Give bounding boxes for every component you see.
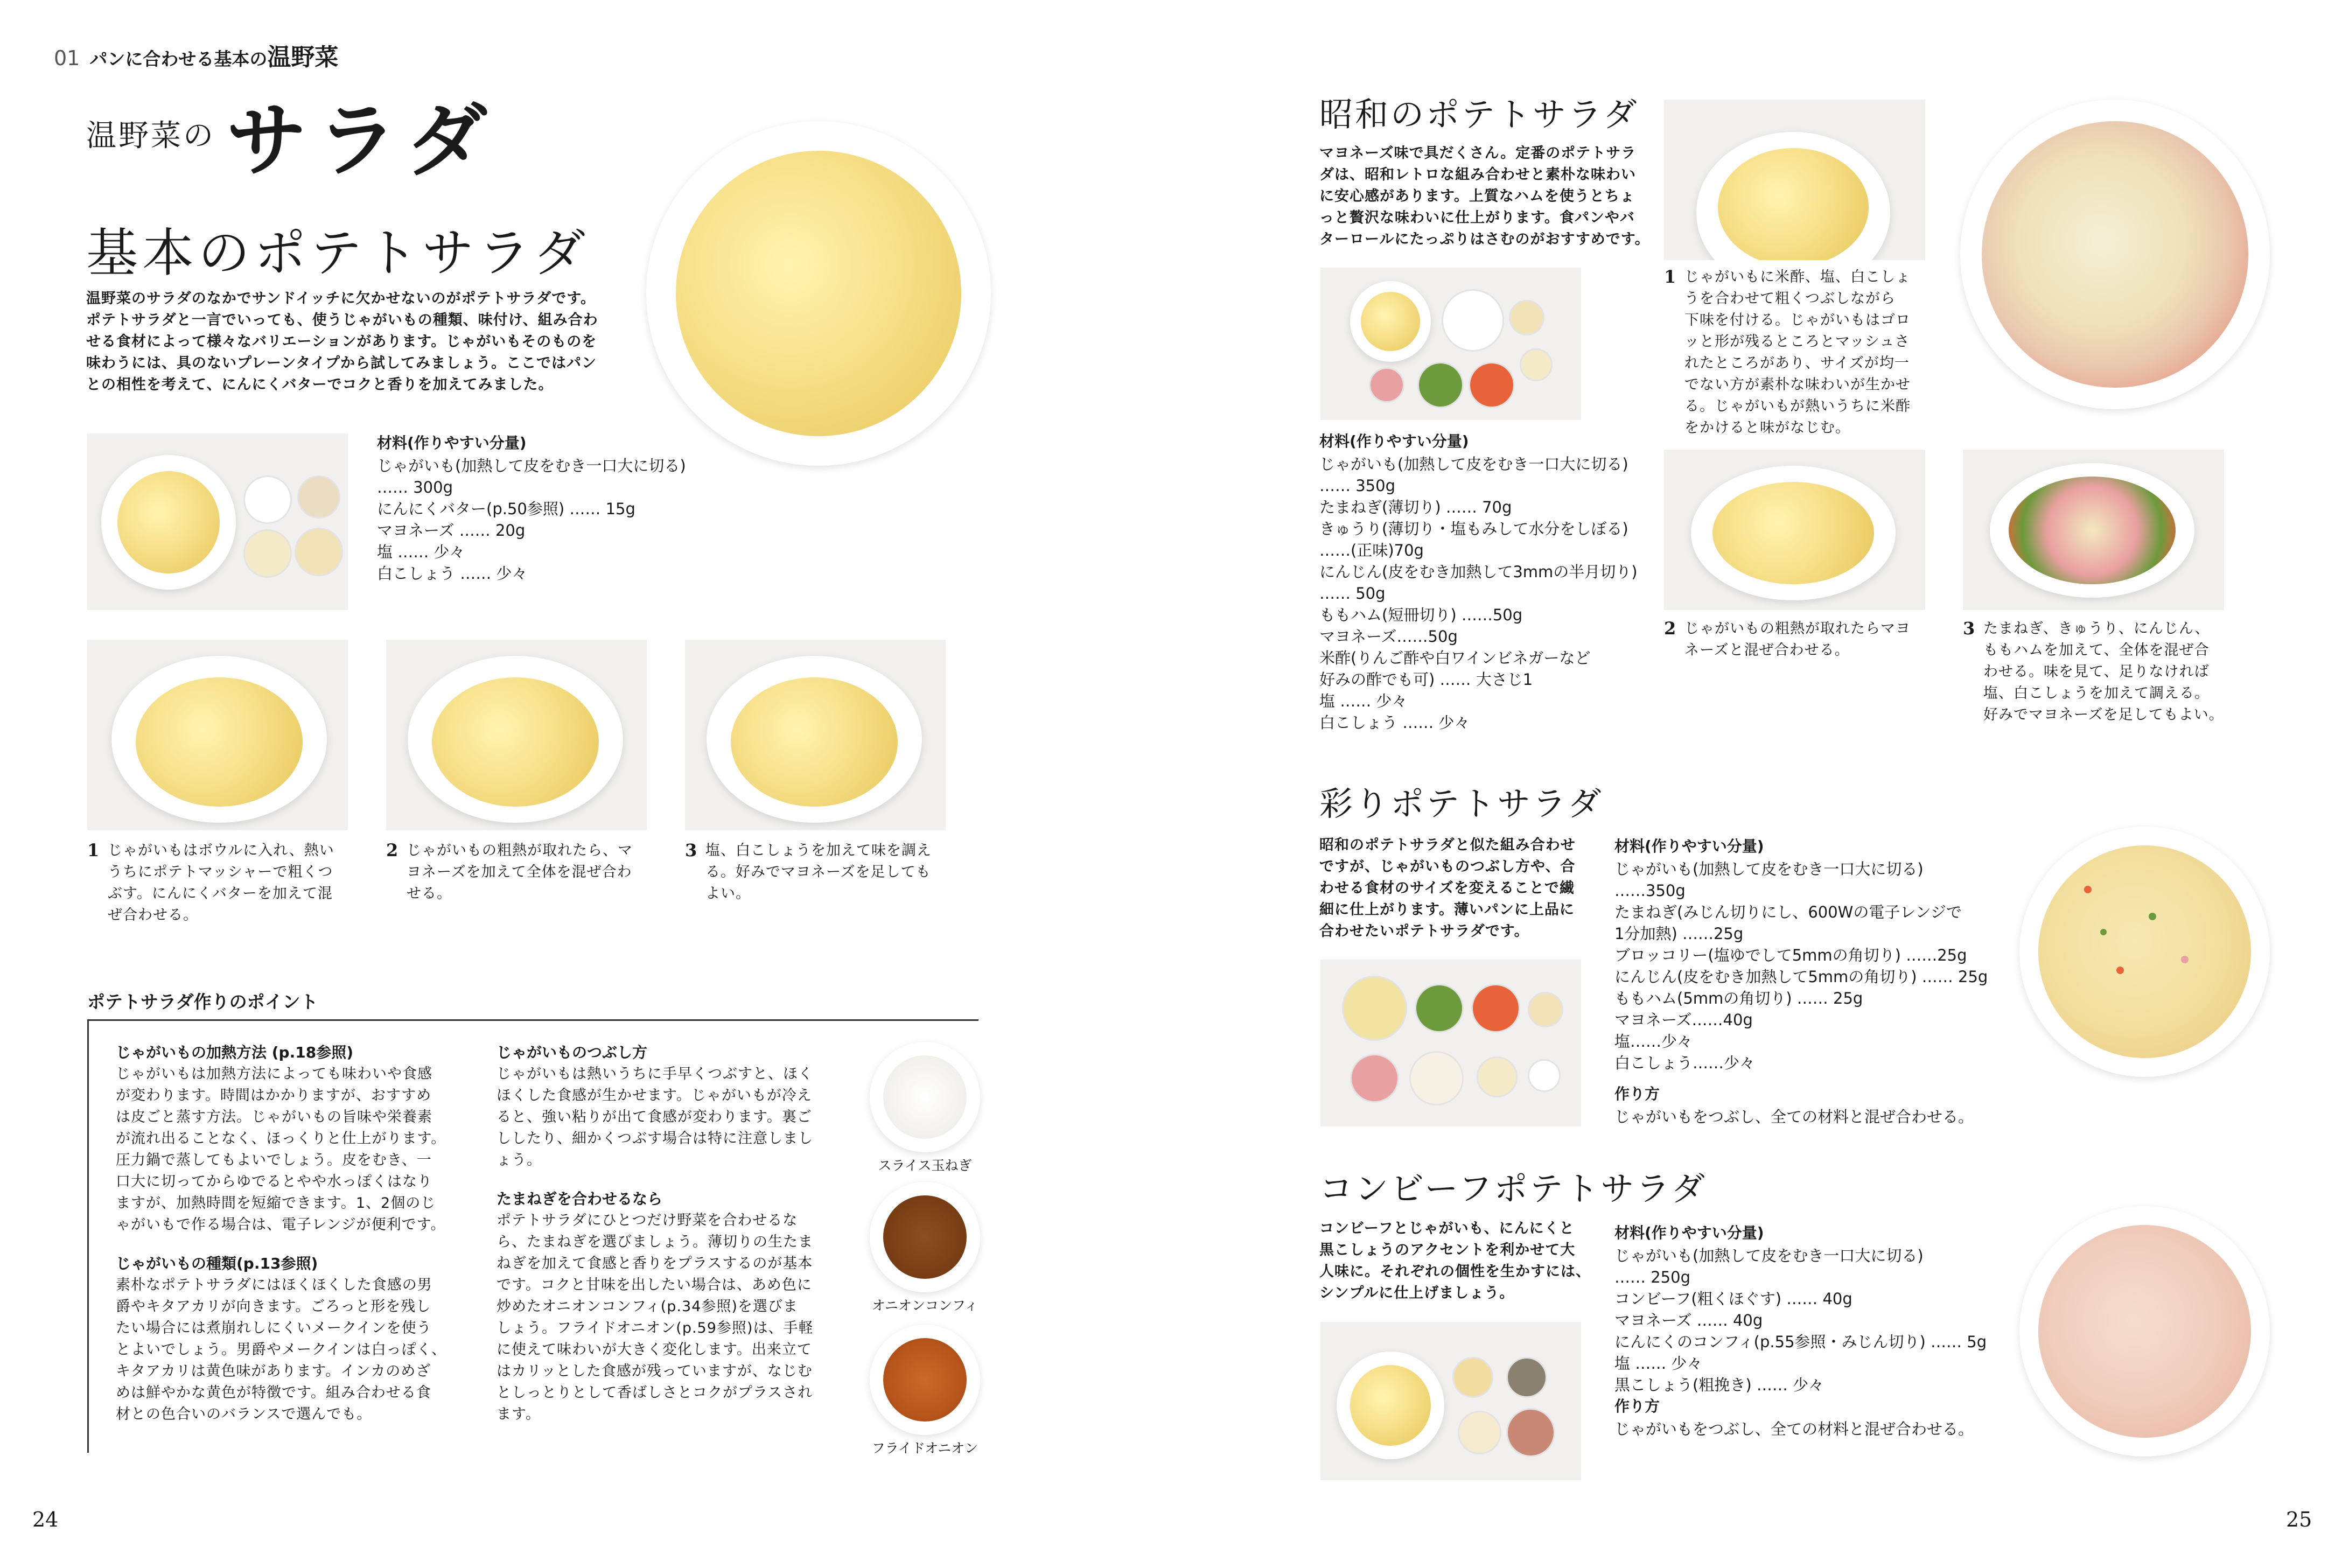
caption-sliced-onion: スライス玉ねぎ xyxy=(878,1158,972,1173)
step-2-text: じゃがいもの粗熱が取れたら、マ ヨネーズを加えて全体を混ぜ合わ せる。 xyxy=(407,842,633,902)
points-title: ポテトサラダ作りのポイント xyxy=(87,991,318,1012)
showa-step-2-photo xyxy=(1664,450,1925,610)
step-1-number: 1 xyxy=(87,840,100,860)
step-2-number: 2 xyxy=(386,840,399,860)
step-1-text: じゃがいもはボウルに入れ、熱い うちにポテトマッシャーで粗くつ ぶす。にんにくバターを加えて混 ぜ合わせる。 xyxy=(108,842,334,923)
showa-ingredients-photo xyxy=(1320,268,1581,420)
irodori-ingredients-photo xyxy=(1320,960,1581,1126)
step-3-text: 塩、白こしょうを加えて味を調え る。好みでマヨネーズを足しても よい。 xyxy=(705,842,932,902)
step-1-photo xyxy=(87,640,348,830)
onion-confit-photo xyxy=(870,1182,980,1292)
sliced-onion-photo xyxy=(870,1042,980,1152)
recipe-intro: 温野菜のサラダのなかでサンドイッチに欠かせないのがポテトサラダです。 ポテトサラダと一言でいっても、使うじゃがいもの種類、味付け、組み合わ せる食材によって様々なバリエーションがあります。じゃがいもそのものを 味わうには、具のないプレーンタイプから試してみましょう。ここではパン との相性を考えて、にんにくバターでコクと香りを加えてみました。 xyxy=(86,290,598,393)
point-text-mashing: じゃがいもは熱いうちに手早くつぶすと、ほく ほくした食感が生かせます。じゃがいもが冷え ると、強い粘りが出て食感が変わります。裏ご ししたり、細かくつぶす場合は特に注意しまし ょう。 xyxy=(497,1066,813,1168)
showa-step-3-photo xyxy=(1963,450,2224,610)
irodori-intro: 昭和のポテトサラダと似た組み合わせ ですが、じゃがいものつぶし方や、合 わせる食材のサイズを変えることで繊 細に仕上がります。薄いパンに上品に 合わせたいポテトサラダです。 xyxy=(1319,837,1576,940)
irodori-method: じゃがいもをつぶし、全ての材料と混ぜ合わせる。 xyxy=(1614,1108,1974,1126)
cornedbeef-finished-photo xyxy=(2019,1206,2270,1457)
showa-ingredients-list: じゃがいも(加熱して皮をむき一口大に切る) …… 350g たまねぎ(薄切り) …… 70g きゅうり(薄切り・塩もみして水分をしぼる) ……(正味)70g にんじん(皮をむき加熱して3mmの半月切り) …… 50g ももハム(短冊切り) ……50g マヨネーズ……50g 米酢(りんご酢や白ワインビネガーなど 好みの酢でも可) …… 大さじ1 塩 …… 少々 白こしょう …… 少々 xyxy=(1319,455,1638,732)
fried-onion-photo xyxy=(870,1325,980,1435)
points-top-rule xyxy=(87,1019,978,1021)
kicker-emphasis: 温野菜 xyxy=(267,44,339,71)
ingredients-photo xyxy=(87,433,348,610)
step-3-number: 3 xyxy=(685,840,697,860)
hero-potato-salad-photo xyxy=(646,121,991,466)
cornedbeef-ingredients-heading: 材料(作りやすい分量) xyxy=(1614,1224,1764,1242)
kicker-number: 01 xyxy=(54,46,80,70)
showa-step-2-text: じゃがいもの粗熱が取れたらマヨ ネーズと混ぜ合わせる。 xyxy=(1684,620,1911,659)
point-heading-varieties: じゃがいもの種類(p.13参照) xyxy=(116,1255,318,1272)
page-number-right: 25 xyxy=(2286,1508,2312,1531)
kicker-text: パンに合わせる基本の xyxy=(89,48,268,69)
showa-intro: マヨネーズ味で具だくさん。定番のポテトサラ ダは、昭和レトロな組み合わせと素朴な味わい に安心感があります。上質なハムを使うとちょ っと贅沢な味わいに仕上がります。食パンやバ ターロールにたっぷりはさむのがおすすめです。 xyxy=(1319,145,1650,248)
irodori-finished-photo xyxy=(2019,827,2270,1077)
caption-fried-onion: フライドオニオン xyxy=(871,1440,978,1456)
showa-title: 昭和のポテトサラダ xyxy=(1319,95,1639,134)
step-3-photo xyxy=(685,640,946,830)
cornedbeef-method-heading: 作り方 xyxy=(1614,1397,1660,1415)
ingredients-list: じゃがいも(加熱して皮をむき一口大に切る) …… 300g にんにくバター(p.50参照) …… 15g マヨネーズ …… 20g 塩 …… 少々 白こしょう …… 少々 xyxy=(377,457,686,583)
irodori-method-heading: 作り方 xyxy=(1614,1085,1660,1103)
cornedbeef-ingredients-list: じゃがいも(加熱して皮をむき一口大に切る) …… 250g コンビーフ(粗くほぐす) …… 40g マヨネーズ …… 40g にんにくのコンフィ(p.55参照・みじん切り) …… 5g 塩 …… 少々 黒こしょう(粗挽き) …… 少々 xyxy=(1614,1247,1987,1394)
ingredients-heading: 材料(作りやすい分量) xyxy=(377,434,527,452)
section-title-main: サラダ xyxy=(226,93,497,188)
irodori-ingredients-heading: 材料(作りやすい分量) xyxy=(1614,837,1764,855)
point-heading-onion: たまねぎを合わせるなら xyxy=(497,1190,663,1208)
point-text-varieties: 素朴なポテトサラダにはほくほくした食感の男 爵やキタアカリが向きます。ごろっと形を残し たい場合には煮崩れしにくいメークインを使う とよいでしょう。男爵やメークインは白っぽく、 キタアカリは黄色味があります。インカのめざ めは鮮やかな黄色が特徴です。組み合わせる食 材との色合いのバランスで選んでも。 xyxy=(116,1277,447,1423)
irodori-ingredients-list: じゃがいも(加熱して皮をむき一口大に切る) ……350g たまねぎ(みじん切りにし、600Wの電子レンジで 1分加熱) ……25g ブロッコリー(塩ゆでして5mmの角切り) ……25g にんじん(皮をむき加熱して5mmの角切り) …… 25g ももハム(5mmの角切り) …… 25g マヨネーズ……40g 塩……少々 白こしょう……少々 xyxy=(1614,860,1988,1072)
showa-step-1-photo xyxy=(1664,100,1925,260)
points-left-rule xyxy=(87,1019,89,1453)
showa-finished-photo xyxy=(1960,100,2270,409)
showa-step-1-number: 1 xyxy=(1664,267,1676,287)
points-col-2 xyxy=(497,1042,847,1425)
showa-step-1-text: じゃがいもに米酢、塩、白こしょ うを合わせて粗くつぶしながら 下味を付ける。じゃがいもはゴロ ッと形が残るところとマッシュさ れたところがあり、サイズが均一 でない方が素朴な味わいが生かせ る。じゃがいもが熱いうちに米酢 をかけると味がなじむ。 xyxy=(1684,269,1911,436)
point-heading-mashing: じゃがいものつぶし方 xyxy=(497,1044,648,1061)
point-text-onion: ポテトサラダにひとつだけ野菜を合わせるな ら、たまねぎを選びましょう。薄切りの生たま ねぎを加えて食感と香りをプラスするのが基本 です。コクと甘味を出したい場合は、あめ色に 炒めたオニオンコンフィ(p.34参照)を選びま しょう。フライドオニオン(p.59参照)は、手軽 に使えて味わいが大きく変化します。出来立て はカリッとした食感が残っていますが、なじむ としっとりとして香ばしさとコクがプラスされ ます。 xyxy=(497,1212,814,1423)
cornedbeef-intro: コンビーフとじゃがいも、にんにくと 黒こしょうのアクセントを利かせて大 人味に。それぞれの個性を生かすには、 シンプルに仕上げましょう。 xyxy=(1319,1220,1591,1301)
showa-step-3-number: 3 xyxy=(1963,618,1975,639)
showa-ingredients-heading: 材料(作りやすい分量) xyxy=(1319,432,1469,450)
section-title xyxy=(86,75,497,192)
showa-step-3-text: たまねぎ、きゅうり、にんじん、 ももハムを加えて、全体を混ぜ合 わせる。味を見て、足りなければ 塩、白こしょうを加えて調える。 好みでマヨネーズを足してもよい。 xyxy=(1983,620,2224,723)
kicker xyxy=(54,38,338,72)
point-text-heating: じゃがいもは加熱方法によっても味わいや食感 が変わります。時間はかかりますが、おすすめ は皮ごと蒸す方法。じゃがいもの旨味や栄養素 が流れ出ることなく、ほっくりと仕上がります。 圧力鍋で蒸してもよいでしょう。皮をむき、一 口大に切ってからゆでるとやや水っぽくはなり ますが、加熱時間を短縮できます。1、2個のじ ゃがいもで作る場合は、電子レンジが便利です。 xyxy=(116,1066,446,1233)
cornedbeef-title: コンビーフポテトサラダ xyxy=(1319,1169,1707,1208)
irodori-title: 彩りポテトサラダ xyxy=(1319,784,1604,823)
section-title-prefix: 温野菜の xyxy=(86,118,215,153)
points-col-1 xyxy=(116,1042,466,1425)
cornedbeef-ingredients-photo xyxy=(1320,1322,1581,1480)
step-2-photo xyxy=(386,640,647,830)
page-number-left: 24 xyxy=(32,1508,59,1531)
point-heading-heating: じゃがいもの加熱方法 (p.18参照) xyxy=(116,1044,353,1061)
showa-step-2-number: 2 xyxy=(1664,618,1676,639)
cornedbeef-method: じゃがいもをつぶし、全ての材料と混ぜ合わせる。 xyxy=(1614,1420,1974,1438)
caption-onion-confit: オニオンコンフィ xyxy=(871,1298,978,1313)
recipe-title: 基本のポテトサラダ xyxy=(86,223,590,283)
